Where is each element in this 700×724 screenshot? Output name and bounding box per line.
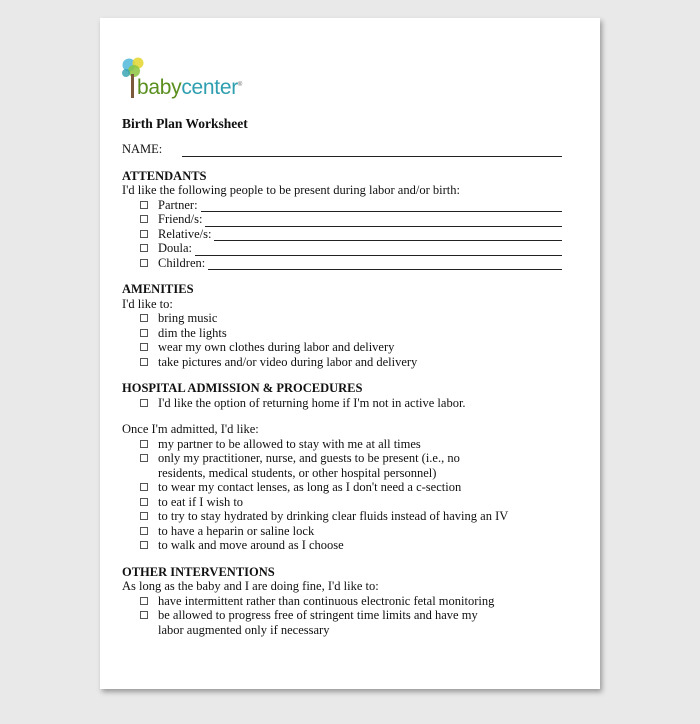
attendant-item-friends <box>122 212 562 227</box>
checkbox[interactable] <box>140 314 148 322</box>
intervention-label: have intermittent rather than continuous electronic fetal monitoring <box>158 593 495 608</box>
admitted-item <box>122 495 562 510</box>
amenity-item <box>122 340 562 355</box>
admitted-item <box>122 451 562 480</box>
attendant-item-partner <box>122 198 562 213</box>
amenities-intro: I'd like to: <box>122 296 173 311</box>
page-title: Birth Plan Worksheet <box>122 116 248 131</box>
hospital-heading: HOSPITAL ADMISSION & PROCEDURES <box>122 381 363 395</box>
amenity-label: take pictures and/or video during labor and delivery <box>158 354 418 369</box>
checkbox[interactable] <box>140 244 148 252</box>
checkbox[interactable] <box>140 512 148 520</box>
name-label: NAME: <box>122 142 163 156</box>
interventions-heading: OTHER INTERVENTIONS <box>122 564 275 579</box>
admitted-item-label: only my practitioner, nurse, and guests to be present (i.e., no residents, medical students, or other hospital personnel) <box>158 451 460 480</box>
checkbox[interactable] <box>140 527 148 535</box>
checkbox[interactable] <box>140 399 148 407</box>
checkbox[interactable] <box>140 329 148 337</box>
attendant-input-line[interactable] <box>195 244 562 256</box>
checkbox[interactable] <box>140 611 148 619</box>
logo-wordmark: babycenter® <box>137 76 243 99</box>
attendant-label: Children: <box>158 255 206 270</box>
admitted-item <box>122 538 562 553</box>
intervention-item <box>122 594 562 609</box>
attendant-input-line[interactable] <box>201 200 562 212</box>
attendant-label: Relative/s: <box>158 226 212 241</box>
checkbox[interactable] <box>140 483 148 491</box>
amenity-label: bring music <box>158 311 218 325</box>
amenity-label: wear my own clothes during labor and delivery <box>158 340 395 354</box>
attendant-item-doula <box>122 241 562 256</box>
attendants-heading: ATTENDANTS <box>122 168 207 183</box>
admitted-item <box>122 437 562 452</box>
worksheet-content <box>122 116 562 637</box>
checkbox[interactable] <box>140 230 148 238</box>
attendant-label: Partner: <box>158 197 198 212</box>
interventions-intro: As long as the baby and I are doing fine, I'd like to: <box>122 579 379 593</box>
intervention-label: be allowed to progress free of stringent time limits and have my labor augmented only if necessary <box>158 608 478 637</box>
attendant-label: Friend/s: <box>158 212 203 226</box>
admitted-item-label: to try to stay hydrated by drinking clear fluids instead of having an IV <box>158 509 509 523</box>
amenity-item <box>122 326 562 341</box>
name-field-row <box>122 142 562 157</box>
checkbox[interactable] <box>140 343 148 351</box>
checkbox[interactable] <box>140 440 148 448</box>
admitted-item <box>122 524 562 539</box>
attendant-input-line[interactable] <box>205 215 562 227</box>
admitted-item <box>122 480 562 495</box>
attendant-input-line[interactable] <box>208 258 562 270</box>
name-input-line[interactable] <box>182 145 562 157</box>
admitted-item-label: to walk and move around as I choose <box>158 538 344 552</box>
admitted-item-label: to eat if I wish to <box>158 494 244 509</box>
hospital-item-label: I'd like the option of returning home if I'm not in active labor. <box>158 395 466 410</box>
attendant-input-line[interactable] <box>214 229 562 241</box>
document-page <box>100 18 600 689</box>
checkbox[interactable] <box>140 454 148 462</box>
checkbox[interactable] <box>140 201 148 209</box>
attendants-intro: I'd like the following people to be present during labor and/or birth: <box>122 183 460 197</box>
attendant-label: Doula: <box>158 241 193 255</box>
admitted-item-label: to have a heparin or saline lock <box>158 523 315 538</box>
attendant-item-children <box>122 256 562 271</box>
checkbox[interactable] <box>140 597 148 605</box>
checkbox[interactable] <box>140 358 148 366</box>
amenities-heading: AMENITIES <box>122 282 194 296</box>
amenity-item <box>122 311 562 326</box>
attendant-item-relatives <box>122 227 562 242</box>
checkbox[interactable] <box>140 541 148 549</box>
admitted-item-label: my partner to be allowed to stay with me at all times <box>158 436 421 451</box>
checkbox[interactable] <box>140 215 148 223</box>
hospital-admitted-intro: Once I'm admitted, I'd like: <box>122 422 259 436</box>
amenity-label: dim the lights <box>158 325 227 340</box>
checkbox[interactable] <box>140 259 148 267</box>
admitted-item-label: to wear my contact lenses, as long as I don't need a c-section <box>158 480 462 494</box>
hospital-item <box>122 396 562 411</box>
admitted-item <box>122 509 562 524</box>
checkbox[interactable] <box>140 498 148 506</box>
intervention-item <box>122 608 562 637</box>
amenity-item <box>122 355 562 370</box>
